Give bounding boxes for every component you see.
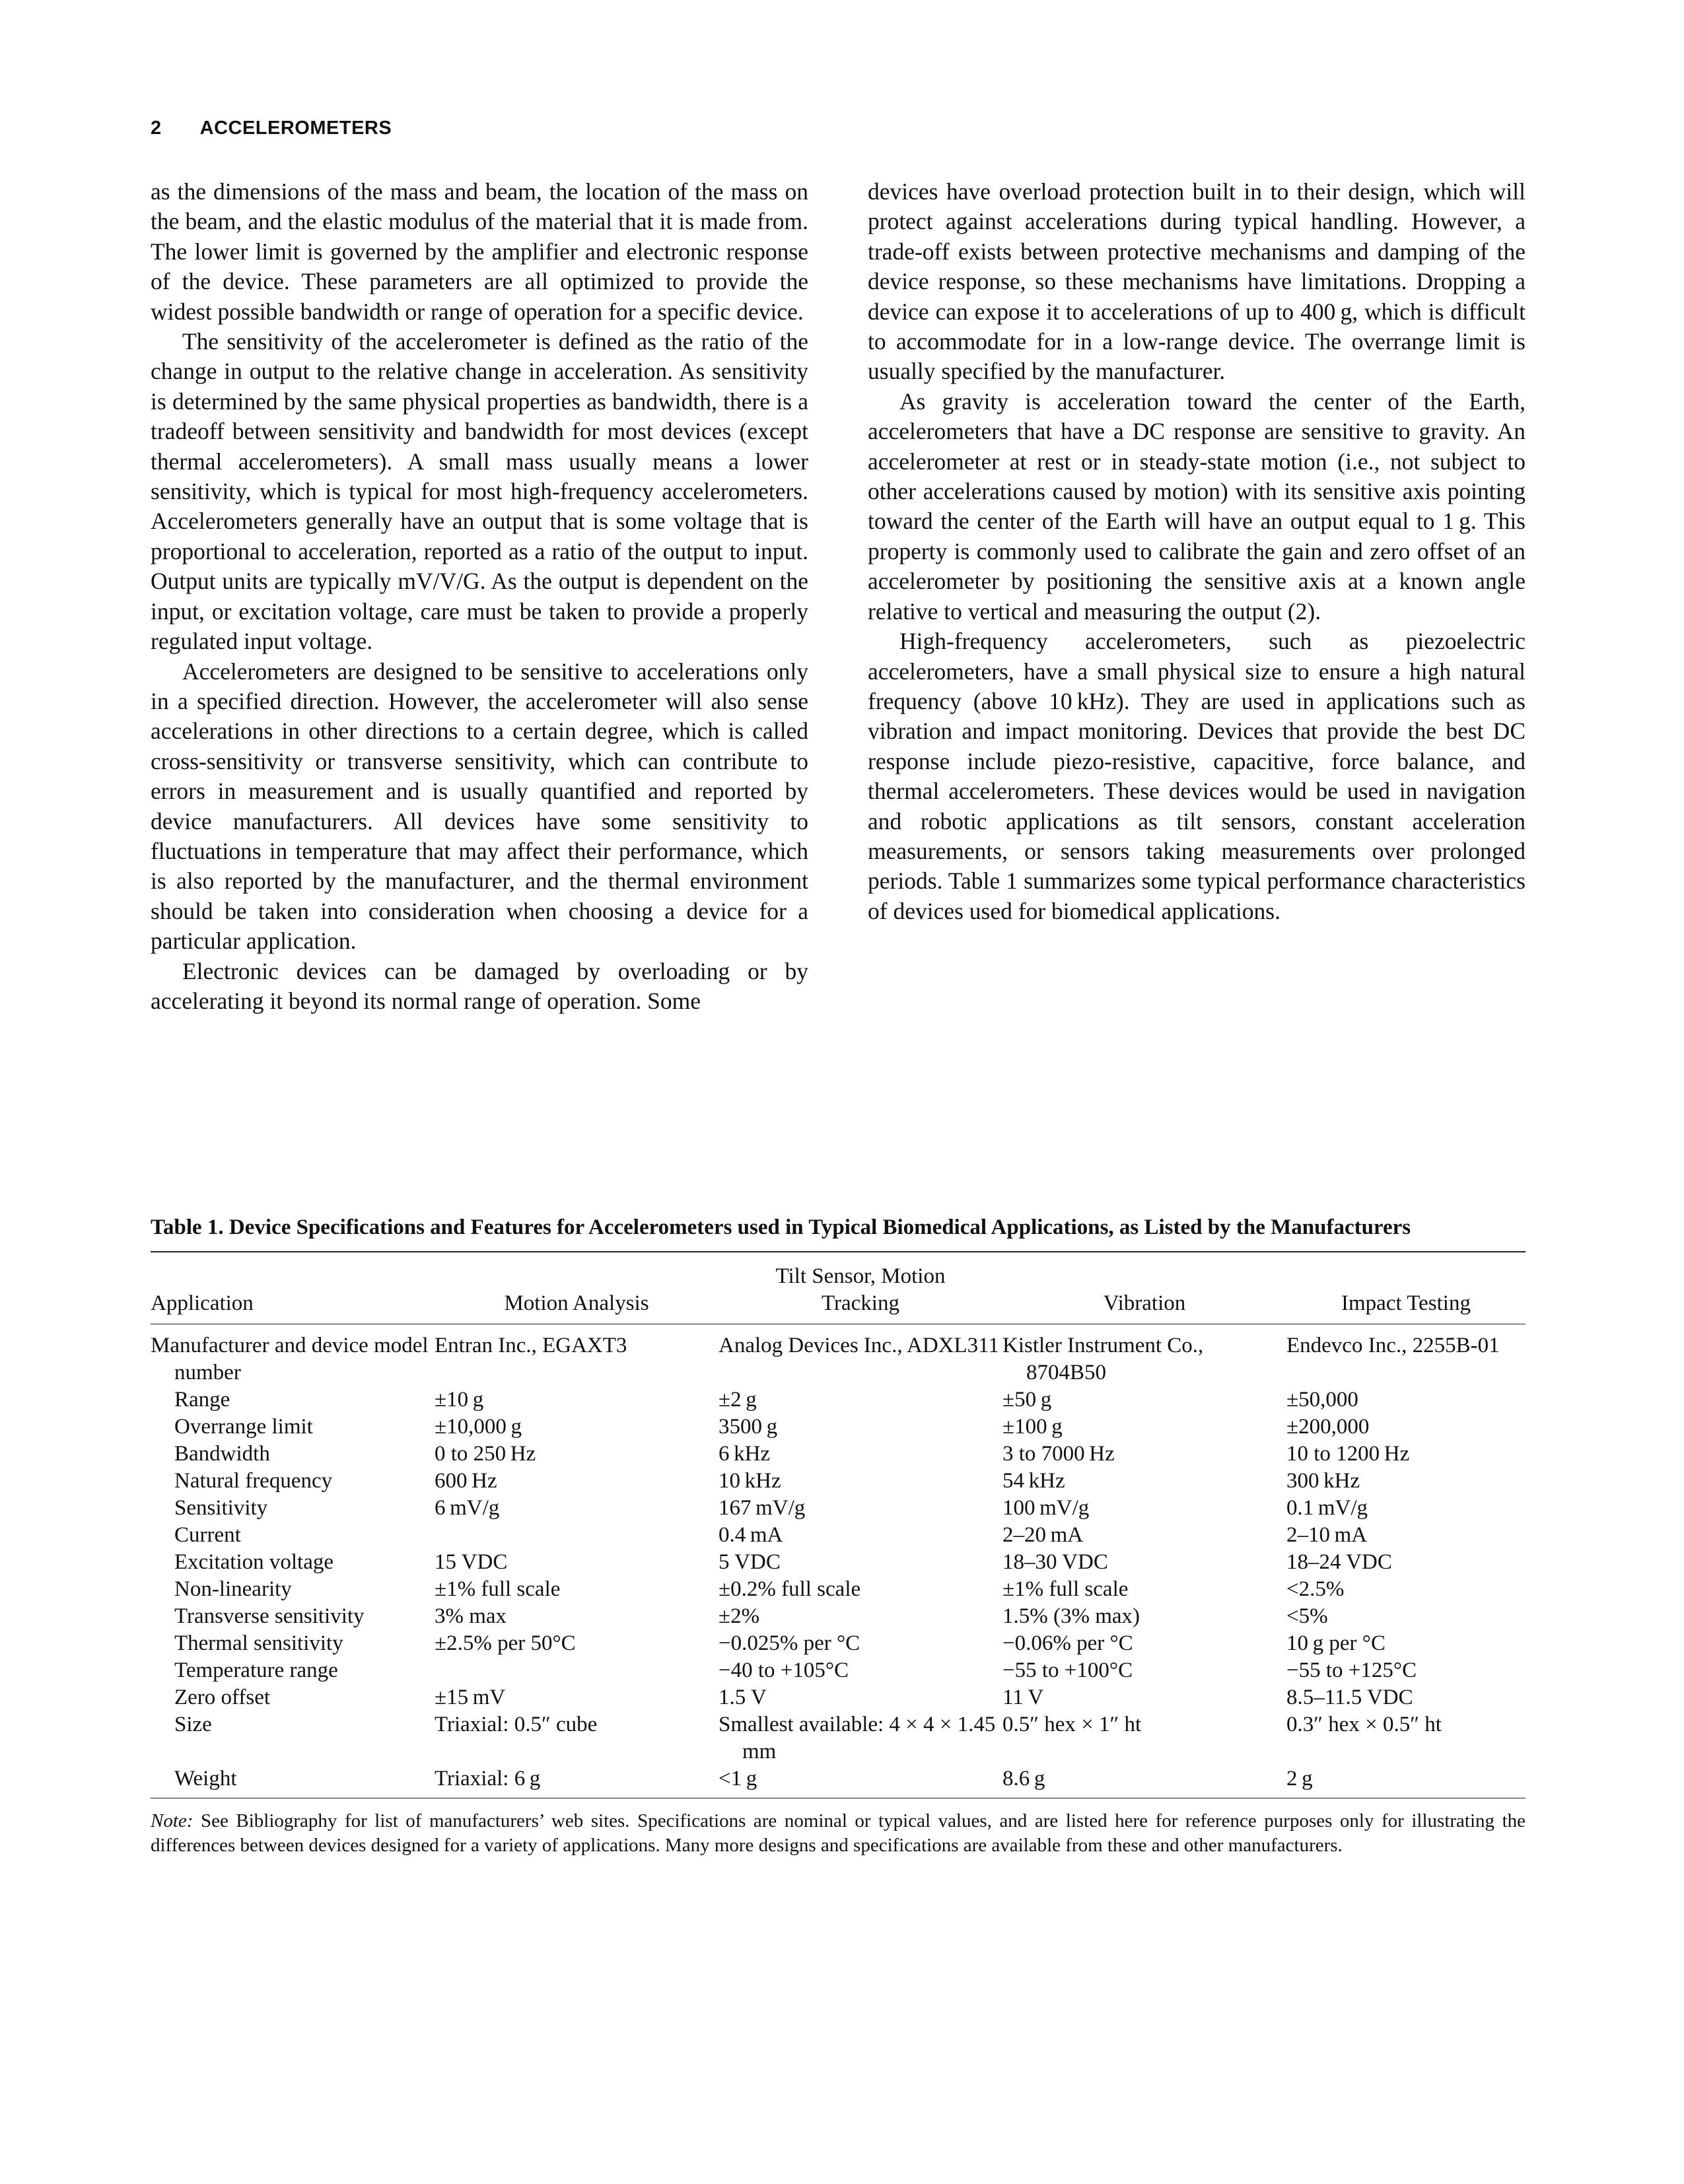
- cell-text: <2.5%: [1286, 1577, 1345, 1601]
- table-cell: [719, 1495, 1002, 1522]
- paragraph: Electronic devices can be damaged by overloading or by accelerating it beyond its normal range of operation. Some: [151, 957, 808, 1014]
- table-row: [151, 1765, 1526, 1798]
- table-row: [151, 1522, 1526, 1549]
- table-cell: [1002, 1603, 1286, 1630]
- cell-text: ±2 g: [719, 1388, 757, 1412]
- table-cell: [1286, 1414, 1526, 1441]
- table-cell: [719, 1603, 1002, 1630]
- row-label: [151, 1657, 435, 1684]
- table-body: [151, 1324, 1526, 1798]
- row-label-text: Temperature range: [174, 1658, 338, 1682]
- table-cell: [1002, 1522, 1286, 1549]
- table-cell: [435, 1495, 719, 1522]
- cell-text: 10 kHz: [719, 1469, 781, 1493]
- table-row: [151, 1441, 1526, 1468]
- cell-text: 10 to 1200 Hz: [1286, 1442, 1410, 1466]
- cell-text: 54 kHz: [1002, 1469, 1065, 1493]
- table-cell: [1286, 1576, 1526, 1603]
- row-label-text: Size: [174, 1713, 212, 1736]
- paragraph: as the dimensions of the mass and beam, the location of the mass on the beam, and the elastic modulus of the material that it is made from. The lower limit is governed by the amplifier and electronic response of the device. These parameters are all optimized to provide the widest possible bandwidth or range of operation for a specific device.: [151, 178, 808, 325]
- right-column: [868, 177, 1526, 926]
- table-cell: [719, 1386, 1002, 1414]
- cell-text: 0.4 mA: [719, 1523, 783, 1547]
- page-number: 2: [151, 118, 162, 139]
- cell-text: 6 mV/g: [435, 1496, 500, 1520]
- table-cell: [719, 1711, 1002, 1765]
- table-cell: [1002, 1657, 1286, 1684]
- cell-text: 2–10 mA: [1286, 1523, 1368, 1547]
- table-cell: [1286, 1711, 1526, 1765]
- row-label: [151, 1684, 435, 1711]
- cell-text: ±10 g: [435, 1388, 484, 1412]
- cell-text: ±15 mV: [435, 1686, 506, 1709]
- cell-text: ±50,000: [1286, 1388, 1358, 1412]
- cell-text: 1.5 V: [719, 1686, 767, 1709]
- row-label: [151, 1603, 435, 1630]
- cell-text: 0 to 250 Hz: [435, 1442, 536, 1466]
- cell-text: 5 VDC: [719, 1550, 781, 1574]
- table-cell: [435, 1576, 719, 1603]
- column-header-text: Tilt Sensor, Motion Tracking: [775, 1264, 946, 1315]
- table-cell: [719, 1441, 1002, 1468]
- row-label-text: Non-linearity: [174, 1577, 292, 1601]
- table-cell: [1286, 1441, 1526, 1468]
- cell-text: −0.06% per °C: [1002, 1631, 1133, 1655]
- table-cell: [719, 1522, 1002, 1549]
- table-1: [151, 1213, 1526, 1858]
- cell-text: 11 V: [1002, 1686, 1044, 1709]
- row-label-text: Excitation voltage: [174, 1550, 334, 1574]
- table-cell: [1002, 1495, 1286, 1522]
- paragraph: devices have overload protection built in to their design, which will protect against accelerations during typical handling. However, a trade-off exists between protective mechanisms and damping of the device response, so these mechanisms have limitations. Dropping a device can expose it to accelerations of up to 400 g, which is difficult to accommodate for in a low-range device. The overrange limit is usually specified by the manufacturer.: [868, 178, 1526, 385]
- row-label: [151, 1414, 435, 1441]
- table-cell: [719, 1657, 1002, 1684]
- row-label: [151, 1630, 435, 1657]
- table-caption: Table 1. Device Specifications and Features for Accelerometers used in Typical Biomedical Applications, as Listed by the Manufacturers: [151, 1215, 1411, 1239]
- cell-text: ±0.2% full scale: [719, 1577, 861, 1601]
- table-cell: [1286, 1657, 1526, 1684]
- cell-text: ±2%: [719, 1604, 760, 1628]
- table-row: [151, 1495, 1526, 1522]
- cell-text: ±100 g: [1002, 1415, 1063, 1439]
- row-label: [151, 1324, 435, 1386]
- cell-text: 1.5% (3% max): [1002, 1604, 1140, 1628]
- cell-text: Smallest available: 4 × 4 × 1.45 mm: [719, 1713, 1000, 1763]
- row-label: [151, 1386, 435, 1414]
- table-cell: [1286, 1522, 1526, 1549]
- cell-text: −0.025% per °C: [719, 1631, 860, 1655]
- table-cell: [1286, 1324, 1526, 1386]
- cell-text: Kistler Instrument Co., 8704B50: [1002, 1334, 1204, 1384]
- table-cell: [435, 1630, 719, 1657]
- cell-text: <1 g: [719, 1767, 757, 1791]
- table-cell: [435, 1684, 719, 1711]
- cell-text: Endevco Inc., 2255B-01: [1286, 1334, 1500, 1357]
- table-cell: [1286, 1603, 1526, 1630]
- table-cell: [1002, 1441, 1286, 1468]
- paragraph: As gravity is acceleration toward the center of the Earth, accelerometers that have a DC response are sensitive to gravity. An accelerometer at rest or in steady-state motion (i.e., not subject to other accelerations caused by motion) with its sensitive axis pointing toward the center of the Earth will have an output equal to 1 g. This property is commonly used to calibrate the gain and zero offset of an accelerometer by positioning the sensitive axis at a known angle relative to vertical and measuring the output (2).: [868, 388, 1526, 625]
- cell-text: −55 to +125°C: [1286, 1658, 1417, 1682]
- table-cell: [719, 1684, 1002, 1711]
- table-cell: [435, 1711, 719, 1765]
- row-label: [151, 1549, 435, 1576]
- cell-text: 3% max: [435, 1604, 507, 1628]
- row-label: [151, 1522, 435, 1549]
- cell-text: ±1% full scale: [1002, 1577, 1129, 1601]
- row-label: [151, 1495, 435, 1522]
- table-cell: [435, 1603, 719, 1630]
- table-cell: [1286, 1630, 1526, 1657]
- paragraph: High-frequency accelerometers, such as piezoelectric accelerometers, have a small physical size to ensure a high natural frequency (above 10 kHz). They are used in applications such as vibration and impact monitoring. Devices that provide the best DC response include piezo-resistive, capacitive, force balance, and thermal accelerometers. These devices would be used in navigation and robotic applications as tilt sensors, constant acceleration measurements, or sensors taking measurements over prolonged periods. Table 1 summarizes some typical performance characteristics of devices used for biomedical applications.: [868, 628, 1526, 924]
- cell-text: ±200,000: [1286, 1415, 1370, 1439]
- row-label-text: Natural frequency: [174, 1469, 333, 1493]
- cell-text: 0.5″ hex × 1″ ht: [1002, 1713, 1142, 1736]
- table-cell: [719, 1549, 1002, 1576]
- table-cell: [1286, 1549, 1526, 1576]
- cell-text: 2–20 mA: [1002, 1523, 1084, 1547]
- row-label-text: Overrange limit: [174, 1415, 313, 1439]
- cell-text: Triaxial: 6 g: [435, 1767, 541, 1791]
- cell-text: ±2.5% per 50°C: [435, 1631, 576, 1655]
- table-cell: [1002, 1549, 1286, 1576]
- cell-text: <5%: [1286, 1604, 1328, 1628]
- cell-text: 10 g per °C: [1286, 1631, 1386, 1655]
- row-label-text: Thermal sensitivity: [174, 1631, 343, 1655]
- table-cell: [1286, 1468, 1526, 1495]
- row-label-text: Zero offset: [174, 1686, 271, 1709]
- cell-text: 167 mV/g: [719, 1496, 806, 1520]
- table-note: [151, 1809, 1526, 1858]
- row-label-text: Range: [174, 1388, 230, 1412]
- spec-table: [151, 1252, 1526, 1798]
- cell-text: ±10,000 g: [435, 1415, 522, 1439]
- row-label-text: Sensitivity: [174, 1496, 268, 1520]
- running-title: ACCELEROMETERS: [199, 118, 392, 139]
- table-cell: [435, 1468, 719, 1495]
- table-cell: [1002, 1630, 1286, 1657]
- table-row: [151, 1603, 1526, 1630]
- cell-text: 18–24 VDC: [1286, 1550, 1392, 1574]
- table-cell: [1002, 1765, 1286, 1798]
- row-label-text: Bandwidth: [174, 1442, 270, 1466]
- column-header: Impact Testing: [1341, 1291, 1471, 1315]
- column-header: [719, 1252, 1002, 1324]
- column-header: Vibration: [1103, 1291, 1186, 1315]
- table-cell: [1286, 1684, 1526, 1711]
- note-text: See Bibliography for list of manufacturers’ web sites. Specifications are nominal or typical values, and are listed here for reference purposes only for illustrating the differences between devices designed for a variety of applications. Many more designs and specifications are available from these and other manufacturers.: [151, 1810, 1526, 1856]
- table-row: [151, 1414, 1526, 1441]
- table-cell: [1002, 1324, 1286, 1386]
- row-label-text: Current: [174, 1523, 241, 1547]
- table-cell: [1286, 1386, 1526, 1414]
- table-cell: [435, 1522, 719, 1549]
- table-cell: [435, 1549, 719, 1576]
- cell-text: 3500 g: [719, 1415, 778, 1439]
- cell-text: 0.3″ hex × 0.5″ ht: [1286, 1713, 1442, 1736]
- row-label: [151, 1468, 435, 1495]
- table-cell: [719, 1414, 1002, 1441]
- table-cell: [719, 1324, 1002, 1386]
- row-label: [151, 1765, 435, 1798]
- cell-text: −55 to +100°C: [1002, 1658, 1133, 1682]
- cell-text: ±1% full scale: [435, 1577, 561, 1601]
- row-label-text: Transverse sensitivity: [174, 1604, 365, 1628]
- table-cell: [1286, 1495, 1526, 1522]
- row-label: [151, 1576, 435, 1603]
- table-row: [151, 1386, 1526, 1414]
- cell-text: 18–30 VDC: [1002, 1550, 1108, 1574]
- cell-text: 6 kHz: [719, 1442, 771, 1466]
- table-cell: [435, 1657, 719, 1684]
- table-cell: [719, 1765, 1002, 1798]
- table-cell: [435, 1765, 719, 1798]
- cell-text: 0.1 mV/g: [1286, 1496, 1368, 1520]
- column-header: Application: [151, 1291, 254, 1315]
- cell-text: 8.5–11.5 VDC: [1286, 1686, 1413, 1709]
- table-cell: [435, 1386, 719, 1414]
- cell-text: −40 to +105°C: [719, 1658, 849, 1682]
- table-row: [151, 1576, 1526, 1603]
- table-cell: [719, 1630, 1002, 1657]
- table-cell: [1002, 1386, 1286, 1414]
- cell-text: Entran Inc., EGAXT3: [435, 1334, 627, 1357]
- table-cell: [1002, 1711, 1286, 1765]
- cell-text: 8.6 g: [1002, 1767, 1045, 1791]
- table-row: [151, 1630, 1526, 1657]
- table-row: [151, 1684, 1526, 1711]
- row-label: [151, 1441, 435, 1468]
- cell-text: 15 VDC: [435, 1550, 508, 1574]
- table-cell: [1002, 1468, 1286, 1495]
- table-cell: [719, 1468, 1002, 1495]
- cell-text: 2 g: [1286, 1767, 1313, 1791]
- running-header: [151, 118, 392, 139]
- table-cell: [1286, 1765, 1526, 1798]
- cell-text: 300 kHz: [1286, 1469, 1360, 1493]
- column-header: Motion Analysis: [504, 1291, 649, 1315]
- paragraph: Accelerometers are designed to be sensitive to accelerations only in a specified direction. However, the accelerometer will also sense accelerations in other directions to a certain degree, which is called cross-sensitivity or transverse sensitivity, which can contribute to errors in measurement and is usually quantified and reported by device manufacturers. All devices have some sensitivity to fluctuations in temperature that may affect their performance, which is also reported by the manufacturer, and the thermal environment should be taken into consideration when choosing a device for a particular application.: [151, 658, 808, 955]
- cell-text: 100 mV/g: [1002, 1496, 1090, 1520]
- note-label: Note:: [151, 1810, 193, 1831]
- cell-text: Analog Devices Inc., ADXL311: [719, 1334, 999, 1357]
- cell-text: 3 to 7000 Hz: [1002, 1442, 1115, 1466]
- row-label: [151, 1711, 435, 1765]
- table-cell: [719, 1576, 1002, 1603]
- cell-text: 600 Hz: [435, 1469, 497, 1493]
- table-cell: [435, 1324, 719, 1386]
- table-cell: [435, 1414, 719, 1441]
- row-label-text: Manufacturer and device model number: [151, 1334, 429, 1384]
- left-column: [151, 177, 808, 1016]
- table-cell: [1002, 1576, 1286, 1603]
- table-cell: [1002, 1414, 1286, 1441]
- cell-text: Triaxial: 0.5″ cube: [435, 1713, 598, 1736]
- table-row: [151, 1711, 1526, 1765]
- table-row: [151, 1324, 1526, 1386]
- row-label-text: Weight: [174, 1767, 237, 1791]
- table-row: [151, 1657, 1526, 1684]
- cell-text: ±50 g: [1002, 1388, 1052, 1412]
- table-header-row: [151, 1252, 1526, 1324]
- table-cell: [1002, 1684, 1286, 1711]
- table-row: [151, 1468, 1526, 1495]
- table-cell: [435, 1441, 719, 1468]
- paragraph: The sensitivity of the accelerometer is defined as the ratio of the change in output to the relative change in acceleration. As sensitivity is determined by the same physical properties as bandwidth, there is a tradeoff between sensitivity and bandwidth for most devices (except thermal accelerometers). A small mass usually means a lower sensitivity, which is typical for most high-frequency accelerometers. Accelerometers generally have an output that is some voltage that is proportional to acceleration, reported as a ratio of the output to input. Output units are typically mV/V/G. As the output is dependent on the input, or excitation voltage, care must be taken to provide a properly regulated input voltage.: [151, 328, 808, 655]
- table-row: [151, 1549, 1526, 1576]
